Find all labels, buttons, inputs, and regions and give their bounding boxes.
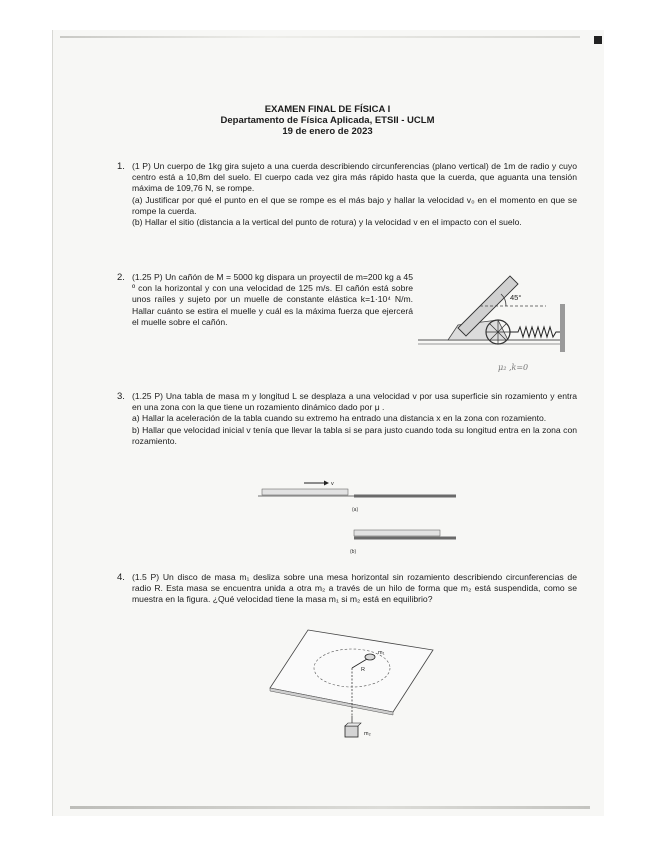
question-statement: (1.25 P) Una tabla de masa m y longitud L se desplaza a una velocidad v por usa superficie sin rozamiento y entra en una zona con la que tiene un rozamiento dinámico dado por μ . [132,391,577,413]
question-number: 3. [117,391,125,402]
paper-bottom-edge [70,806,590,809]
spring [510,327,560,337]
table-top [270,630,433,712]
disc-table-figure [268,624,438,744]
scan-mark [594,36,602,44]
department-name: Departamento de Física Aplicada, ETSII - UCLM [220,115,435,126]
question-number: 4. [117,572,125,583]
question-part-b: b) Hallar que velocidad inicial v tenía que llevar la tabla si se para justo cuando toda su longitud entra en la zona con rozamiento. [132,424,577,446]
board-friction-figure [258,478,463,558]
rough-surface-a [354,495,456,498]
mass-m2-top [345,723,361,726]
exam-title: EXAMEN FINAL DE FÍSICA I [264,104,391,115]
question-part-a: a) Hallar la aceleración de la tabla cuando su extremo ha entrado una distancia x en la zona con rozamiento. [132,413,547,424]
wall [560,304,565,352]
rough-surface-b [354,537,456,540]
question-number: 2. [117,272,125,283]
cannon-figure [418,270,578,380]
velocity-arrowhead [324,481,329,486]
question-number: 1. [117,161,125,172]
handwritten-note: μ₂ ,k=0 [498,363,529,372]
board-a [262,489,348,495]
question-statement: (1.5 P) Un disco de masa m₁ desliza sobre una mesa horizontal sin rozamiento describiendo circunferencias de radio R. Esta masa se encuentra unida a otra m₂ a través de un hilo de forma que m₂ está suspendida, como se muestra en la figura. ¿Qué velocidad tiene la masa m₁ si m₂ está en equilibrio? [132,572,577,605]
question-part-a: (a) Justificar por qué el punto en el que se rompe es el más bajo y hallar la velocidad v₀ en el momento en que se rompe la cuerda. [132,194,577,216]
figure-label-a: (a) [352,507,359,513]
question-statement: (1.25 P) Un cañón de M = 5000 kg dispara un proyectil de m=200 kg a 45 º con la horizontal y con una velocidad de 125 m/s. El cañón está sobre unos raíles y sujeto por un muelle de constante elástica k=1·10⁴ N/m. Hallar cuánto se estira el muelle y cuál es la máxima fuerza que ejercerá el muelle sobre el cañón. [132,272,413,327]
mass-m2 [345,726,358,737]
mass1-label: m₁ [378,650,385,656]
exam-date: 19 de enero de 2023 [282,126,373,137]
board-b [354,530,440,536]
paper-top-edge [60,36,580,38]
velocity-label: v [331,481,334,487]
question-part-b: (b) Hallar el sitio (distancia a la vertical del punto de rotura) y la velocidad v en el impacto con el suelo. [132,217,522,228]
figure-label-b: (b) [350,549,357,555]
mass2-label: m₂ [364,731,371,737]
radius-label: R [361,667,365,673]
angle-label: 45° [510,293,522,302]
question-statement: (1 P) Un cuerpo de 1kg gira sujeto a una cuerda describiendo circunferencias (plano vertical) de 1m de radio y cuyo centro está a 10,8m del suelo. El cuerpo cada vez gira más rápido hasta que la cuerda, que aguanta una tensión máxima de 109,76 N, se rompe. [132,161,577,194]
disc-m1 [365,654,375,660]
